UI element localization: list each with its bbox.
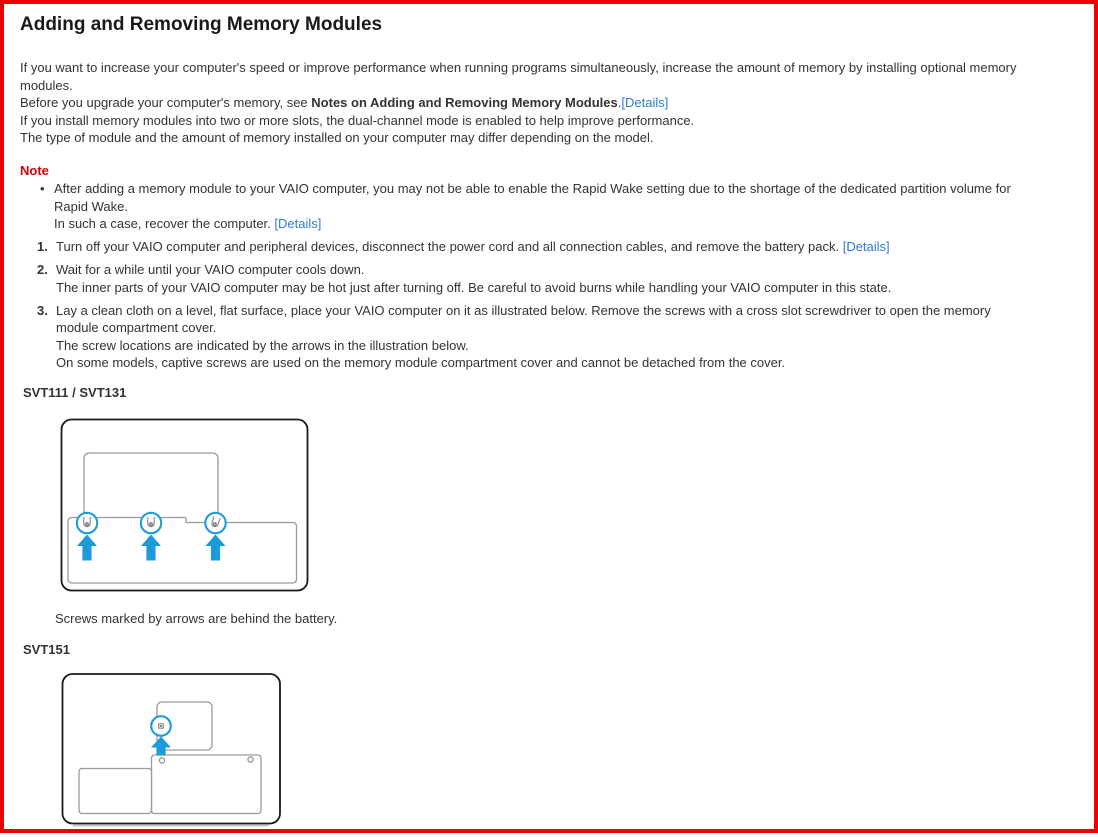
note-line: After adding a memory module to your VAIO computer, you may not be able to enable the Rapid Wake setting due to the shortage of the dedicated partition volume for	[54, 181, 1011, 197]
page-title: Adding and Removing Memory Modules	[20, 14, 383, 35]
diagram-caption: Screws marked by arrows are behind the battery.	[55, 611, 338, 627]
step-item-3	[20, 302, 1082, 372]
step-line: Wait for a while until your VAIO computer cools down.	[56, 262, 365, 278]
step-body	[56, 261, 891, 296]
intro-line: If you want to increase your computer's speed or improve performance when running programs simultaneously, increase the amount of memory by installing optional memory	[20, 60, 1017, 75]
step-body	[56, 302, 991, 372]
intro-line	[20, 94, 1082, 112]
screw-marker-icon	[205, 512, 225, 532]
note-heading: Note	[20, 162, 49, 178]
details-link-notes[interactable]: [Details]	[621, 95, 669, 111]
step-line: On some models, captive screws are used on the memory module compartment cover and cannot be detached from the cover.	[56, 355, 786, 371]
step-body	[56, 238, 890, 256]
details-link-battery[interactable]: [Details]	[842, 239, 890, 255]
note-line	[54, 215, 1011, 233]
notes-reference-bold: Notes on Adding and Removing Memory Modules	[311, 95, 618, 111]
intro-line-text: Before you upgrade your computer's memory, see	[20, 95, 312, 111]
step-number: 3.	[37, 302, 48, 318]
note-bullet-body	[54, 180, 1011, 233]
bullet-icon: •	[40, 181, 45, 197]
intro-line: modules.	[20, 77, 73, 93]
svt111-diagram	[60, 418, 310, 593]
note-line-text: In such a case, recover the computer.	[54, 216, 275, 232]
step-line: The inner parts of your VAIO computer may be hot just after turning off. Be careful to avoid burns while handling your VAIO computer in this state.	[56, 280, 892, 296]
screw-marker-icon	[77, 512, 97, 532]
svt151-heading: SVT151	[23, 641, 70, 657]
intro-line: If you install memory modules into two or more slots, the dual-channel mode is enabled to help improve performance.	[20, 112, 695, 128]
step-number: 2.	[37, 262, 48, 278]
step-item-1	[20, 238, 1082, 256]
intro-line: The type of module and the amount of memory installed on your computer may differ depending on the model.	[20, 130, 654, 146]
laptop-bottom-outline	[62, 419, 308, 590]
step-line: Lay a clean cloth on a level, flat surface, place your VAIO computer on it as illustrated below. Remove the screws with a cross slot screwdriver to open the memory	[56, 302, 991, 318]
screw-marker-icon	[151, 716, 171, 736]
step-line	[56, 238, 890, 256]
step-line: The screw locations are indicated by the arrows in the illustration below.	[56, 337, 469, 353]
step-line-text: Turn off your VAIO computer and peripheral devices, disconnect the power cord and all connection cables, and remove the battery pack.	[56, 239, 843, 255]
note-line: Rapid Wake.	[54, 198, 128, 214]
intro-line-text: .	[617, 95, 622, 111]
intro-paragraph	[20, 59, 1082, 147]
screw-marker-icon	[141, 512, 161, 532]
step-line: module compartment cover.	[56, 320, 217, 336]
svt111-heading: SVT111 / SVT131	[23, 385, 127, 400]
small-cover-outline	[79, 768, 152, 813]
step-item-2	[20, 261, 1082, 296]
svt151-diagram	[61, 672, 283, 828]
step-number: 1.	[37, 239, 48, 255]
large-cover-outline	[152, 755, 262, 814]
note-bullet-item	[20, 180, 1082, 233]
details-link-recover[interactable]: [Details]	[274, 216, 322, 232]
